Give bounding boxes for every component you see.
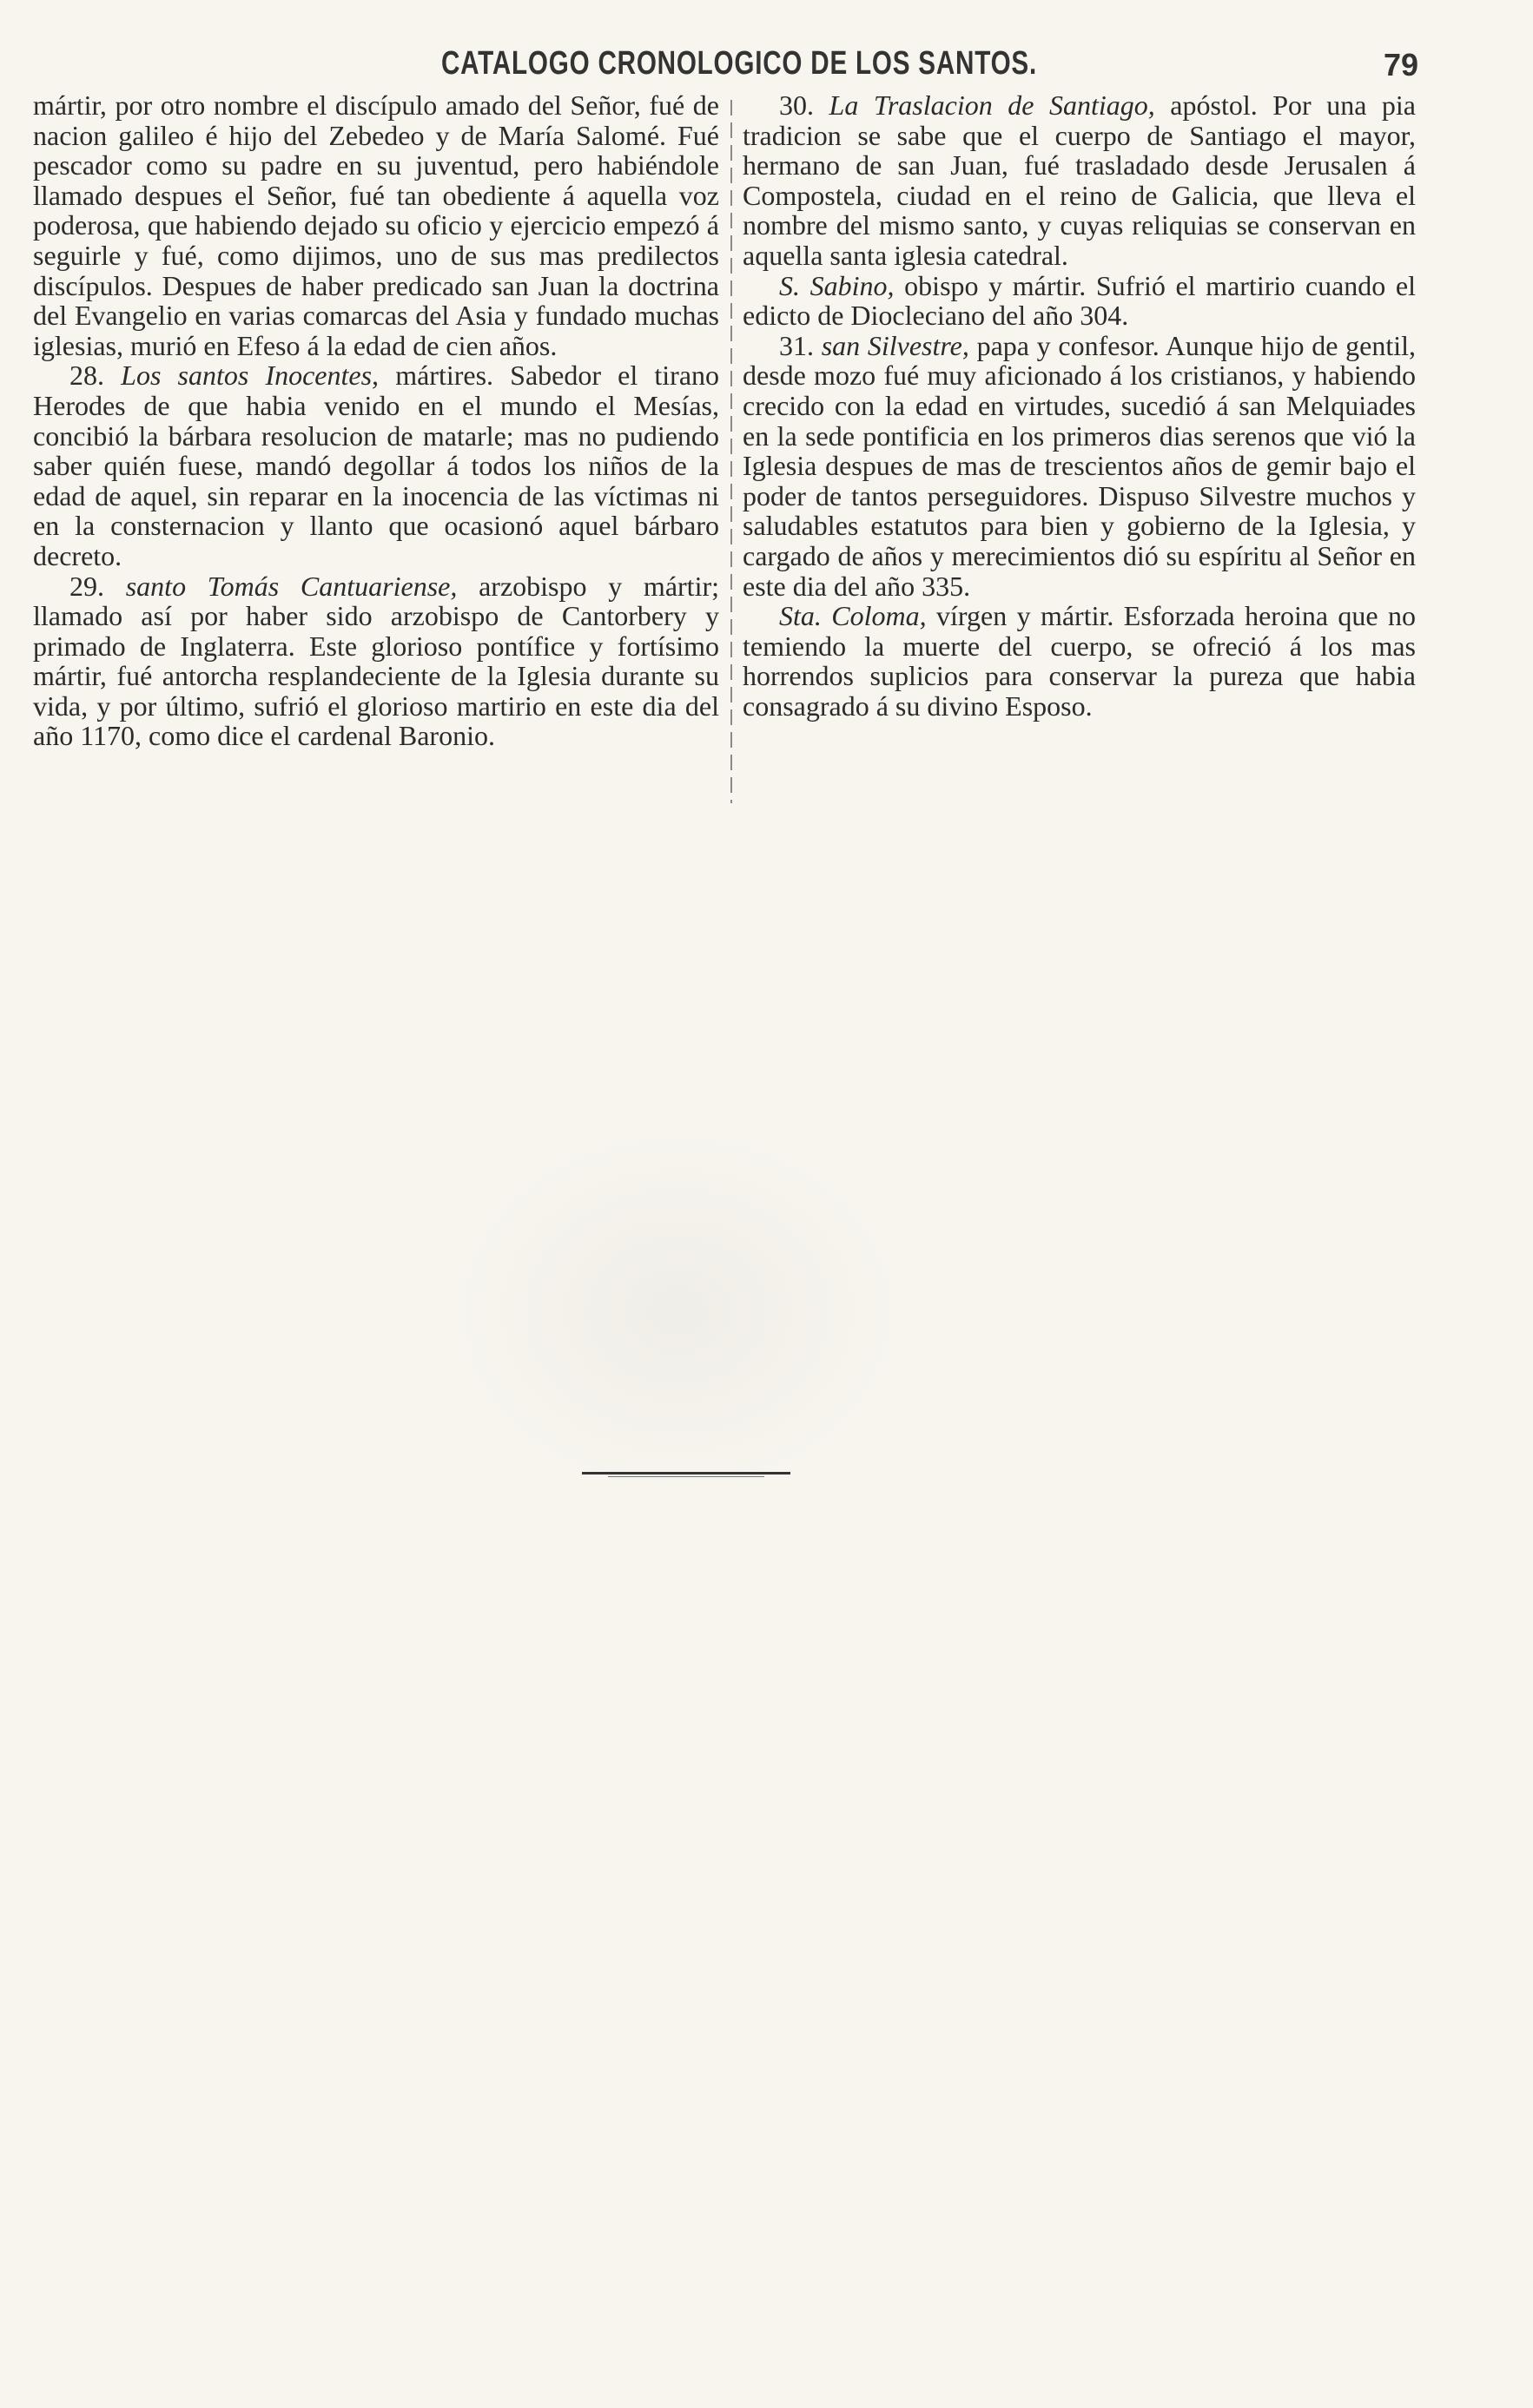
right-column <box>743 90 1416 721</box>
saint-name: santo Tomás Cantuariense, <box>125 570 458 602</box>
saint-name: La Traslacion de Santiago, <box>829 89 1155 121</box>
saint-entry-30 <box>743 90 1416 271</box>
page-number: 79 <box>1384 47 1419 82</box>
saint-entry-29 <box>33 571 719 752</box>
column-divider <box>730 100 732 803</box>
entry-number: 31. <box>779 329 814 361</box>
running-header <box>33 45 1423 90</box>
saint-entry-sabino <box>743 271 1416 331</box>
left-column <box>33 90 719 751</box>
show-through-shadow <box>452 1129 903 1494</box>
saint-name: Sta. Coloma, <box>779 600 927 632</box>
saint-entry-31 <box>743 331 1416 601</box>
entry-text: papa y confesor. Aunque hijo de gentil, desde mozo fué muy aficionado á los cristianos, y habiendo crecido con la edad en virtudes, sucedió á san Melquiades en la sede pontificia en los primeros dias serenos que vió la Iglesia despues de mas de trescientos años de gemir bajo el poder de tantos perseguidores. Dispuso Silvestre muchos y saludables estatutos para bien y gobierno de la Iglesia, y cargado de años y merecimientos dió su espíritu al Señor en este dia del año 335. <box>743 329 1416 602</box>
entry-text: mártires. Sabedor el tirano Herodes de que habia venido en el mundo el Mesías, concibió la bárbara resolucion de matarle; mas no pudiendo saber quién fuese, mandó degollar á todos los niños de la edad de aquel, sin reparar en la inocencia de las víctimas ni en la consternacion y llanto que ocasionó aquel bárbaro decreto. <box>33 360 720 571</box>
page-title: CATALOGO CRONOLOGICO DE LOS SANTOS. <box>441 45 1037 82</box>
saint-entry-coloma <box>743 601 1416 721</box>
entry-text: apóstol. Por una pia tradicion se sabe que el cuerpo de Santiago el mayor, hermano de san Juan, fué trasladado desde Jerusalen á Compostela, ciudad en el reino de Galicia, que lleva el nombre del mismo santo, y cuyas reliquias se conservan en aquella santa iglesia catedral. <box>743 89 1417 271</box>
saint-name: san Silvestre, <box>821 329 969 361</box>
entry-number: 28. <box>69 360 104 392</box>
entry-text: obispo y mártir. Sufrió el martirio cuando el edicto de Diocleciano del año 304. <box>743 269 1417 332</box>
continued-paragraph: mártir, por otro nombre el discípulo amado del Señor, fué de nacion galileo é hijo del Zebedeo y de María Salomé. Fué pescador como su padre en su juventud, pero habiéndole llamado despues el Señor, fué tan obediente á aquella voz poderosa, que habiendo dejado su oficio y ejercicio empezó á seguirle y fué, como dijimos, uno de sus mas predilectos discípulos. Despues de haber predicado san Juan la doctrina del Evangelio en varias comarcas del Asia y fundado muchas iglesias, murió en Efeso á la edad de cien años. <box>33 89 719 361</box>
saint-entry-28 <box>33 360 719 571</box>
entry-number: 29. <box>69 570 104 602</box>
entry-text: vírgen y mártir. Esforzada heroina que no temiendo la muerte del cuerpo, se ofreció á los mas horrendos suplicios para conservar la pureza que habia consagrado á su divino Esposo. <box>743 600 1417 722</box>
saint-name: Los santos Inocentes, <box>121 360 380 392</box>
entry-number: 30. <box>779 89 814 121</box>
entry-text: arzobispo y mártir; llamado así por haber sido arzobispo de Cantorbery y primado de Inglaterra. Este glorioso pontífice y fortísimo mártir, fué antorcha resplandeciente de la Iglesia durante su vida, y por último, sufrió el glorioso martirio en este dia del año 1170, como dice el cardenal Baronio. <box>33 570 719 752</box>
end-rule <box>582 1472 790 1474</box>
saint-name: S. Sabino, <box>779 269 895 301</box>
